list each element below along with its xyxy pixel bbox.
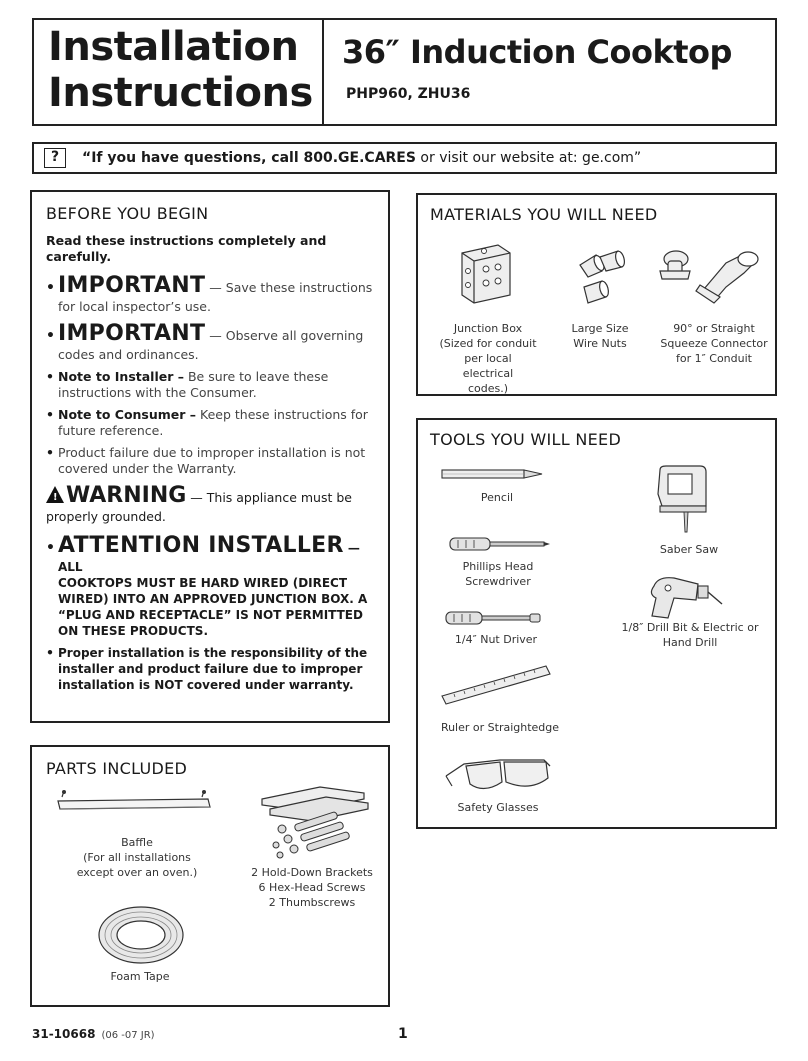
ruler-caption: Ruler or Straightedge	[440, 721, 560, 734]
pencil-caption: Pencil	[480, 491, 514, 504]
brackets-screws-illustration	[260, 785, 372, 861]
nut-driver-illustration	[444, 610, 544, 626]
parts-title: PARTS INCLUDED	[46, 759, 188, 778]
title-block	[34, 20, 324, 124]
drill-illustration	[634, 572, 724, 622]
connector-caption-l3: for 1″ Conduit	[676, 352, 752, 365]
junction-box-caption	[438, 321, 538, 396]
junction-caption-l4: codes.)	[467, 382, 509, 395]
wire-nuts-caption	[558, 321, 642, 351]
responsibility-text: Proper installation is the responsibility of the installer and product failure due to improper installation is NOT covered under warranty.	[58, 646, 368, 692]
before-title: BEFORE YOU BEGIN	[46, 204, 209, 223]
saber-saw-illustration	[654, 464, 710, 534]
nut-driver-caption: 1/4″ Nut Driver	[454, 633, 538, 646]
note-installer-text: Be sure to leave these instructions with the Consumer.	[58, 369, 329, 400]
note-installer-head: Note to Installer –	[58, 369, 184, 384]
warning-item	[46, 483, 374, 525]
materials-title: MATERIALS YOU WILL NEED	[430, 205, 658, 224]
phillips-caption-l2: Screwdriver	[465, 575, 531, 588]
doc-date-text: (06 -07 JR)	[101, 1030, 155, 1041]
saber-saw-caption: Saber Saw	[659, 543, 719, 556]
attention-tail: — ALL	[58, 541, 360, 574]
attention-head: ATTENTION INSTALLER	[58, 533, 344, 558]
failure-item: • Product failure due to improper installation is not covered under the Warranty.	[46, 445, 366, 476]
connector-caption	[658, 321, 770, 366]
brackets-caption-l2: 6 Hex-Head Screws	[258, 881, 366, 894]
junction-caption-l1: Junction Box	[453, 322, 523, 335]
product-name: 36″ Induction Cooktop	[342, 33, 732, 71]
failure-text: Product failure due to improper installation is not covered under the Warranty.	[58, 445, 366, 476]
squeeze-connector-illustration	[656, 241, 766, 305]
note-installer-item: • Note to Installer – Be sure to leave these instructions with the Consumer.	[46, 369, 329, 400]
wire-nuts-illustration	[574, 247, 630, 307]
contact-bar	[32, 142, 777, 174]
title-line-2: Instructions	[48, 70, 313, 116]
warning-head: WARNING	[66, 483, 187, 508]
baffle-caption-l3: except over an oven.)	[76, 866, 198, 879]
parts-included-section	[30, 745, 390, 1007]
phillips-caption	[448, 559, 548, 589]
foam-tape-illustration	[96, 905, 186, 967]
tools-title: TOOLS YOU WILL NEED	[430, 430, 622, 449]
safety-glasses-illustration	[444, 754, 554, 796]
wirenuts-caption-l2: Wire Nuts	[573, 337, 627, 350]
model-numbers: PHP960, ZHU36	[346, 86, 471, 102]
junction-caption-l3: per local electrical	[462, 352, 514, 380]
connector-caption-l2: Squeeze Connector	[660, 337, 768, 350]
tools-section	[416, 418, 777, 829]
attention-body: COOKTOPS MUST BE HARD WIRED (DIRECT WIRED) INTO AN APPROVED JUNCTION BOX. A “PLUG AND RECEPTACLE” IS NOT PERMITTED ON THESE PRODUCTS.	[58, 576, 368, 638]
page-number: 1	[398, 1026, 408, 1042]
drill-caption-l2: Hand Drill	[662, 636, 718, 649]
doc-number-text: 31-10668	[32, 1027, 96, 1041]
before-intro: Read these instructions completely and carefully.	[46, 233, 327, 264]
note-consumer-text: Keep these instructions for future reference.	[58, 407, 368, 438]
wirenuts-caption-l1: Large Size	[571, 322, 629, 335]
materials-section	[416, 193, 777, 396]
note-consumer-item: • Note to Consumer – Keep these instructions for future reference.	[46, 407, 368, 438]
important-item-1: • IMPORTANT — Save these instructions for local inspector’s use.	[46, 273, 373, 314]
safety-glasses-caption: Safety Glasses	[457, 801, 539, 814]
junction-box-illustration	[458, 241, 514, 305]
connector-caption-l1: 90° or Straight	[673, 322, 755, 335]
responsibility-item: • Proper installation is the responsibility of the installer and product failure due to improper installation is NOT covered under warranty.	[46, 645, 368, 692]
drill-caption	[616, 620, 764, 650]
baffle-caption-l1: Baffle	[121, 836, 153, 849]
important-head-1: IMPORTANT	[58, 273, 206, 298]
product-block	[326, 20, 775, 124]
before-you-begin-section	[30, 190, 390, 723]
baffle-illustration	[54, 789, 214, 825]
baffle-caption	[62, 835, 212, 880]
brackets-caption-l3: 2 Thumbscrews	[268, 896, 356, 909]
contact-website-text: or visit our website at: ge.com”	[415, 150, 642, 166]
important-text-1: — Save these instructions for local inspector’s use.	[58, 280, 373, 314]
title-line-1: Installation	[48, 24, 299, 70]
attention-item: • ATTENTION INSTALLER — ALL COOKTOPS MUST BE HARD WIRED (DIRECT WIRED) INTO AN APPROVED JUNCTION BOX. A “PLUG AND RECEPTACLE” IS NOT PERMITTED ON THESE PRODUCTS.	[46, 533, 374, 639]
warning-icon: !	[46, 486, 64, 503]
phillips-caption-l1: Phillips Head	[462, 560, 534, 573]
brackets-caption-l1: 2 Hold-Down Brackets	[251, 866, 373, 879]
ruler-illustration	[440, 662, 552, 708]
important-text-2: — Observe all governing codes and ordinances.	[58, 328, 364, 362]
baffle-caption-l2: (For all installations	[83, 851, 191, 864]
phillips-screwdriver-illustration	[448, 536, 552, 552]
junction-caption-l2: (Sized for conduit	[439, 337, 537, 350]
important-item-2: • IMPORTANT — Observe all governing codes and ordinances.	[46, 321, 364, 362]
drill-caption-l1: 1/8″ Drill Bit & Electric or	[621, 621, 759, 634]
question-icon: ?	[44, 148, 66, 168]
warning-text: — This appliance must be properly grounded.	[46, 490, 352, 524]
foam-tape-caption: Foam Tape	[110, 970, 170, 983]
note-consumer-head: Note to Consumer –	[58, 407, 197, 422]
important-head-2: IMPORTANT	[58, 321, 206, 346]
header-box	[32, 18, 777, 126]
pencil-illustration	[440, 468, 544, 480]
contact-phone-text: “If you have questions, call 800.GE.CARES	[82, 150, 416, 166]
document-number	[32, 1027, 155, 1041]
brackets-caption	[242, 865, 382, 910]
